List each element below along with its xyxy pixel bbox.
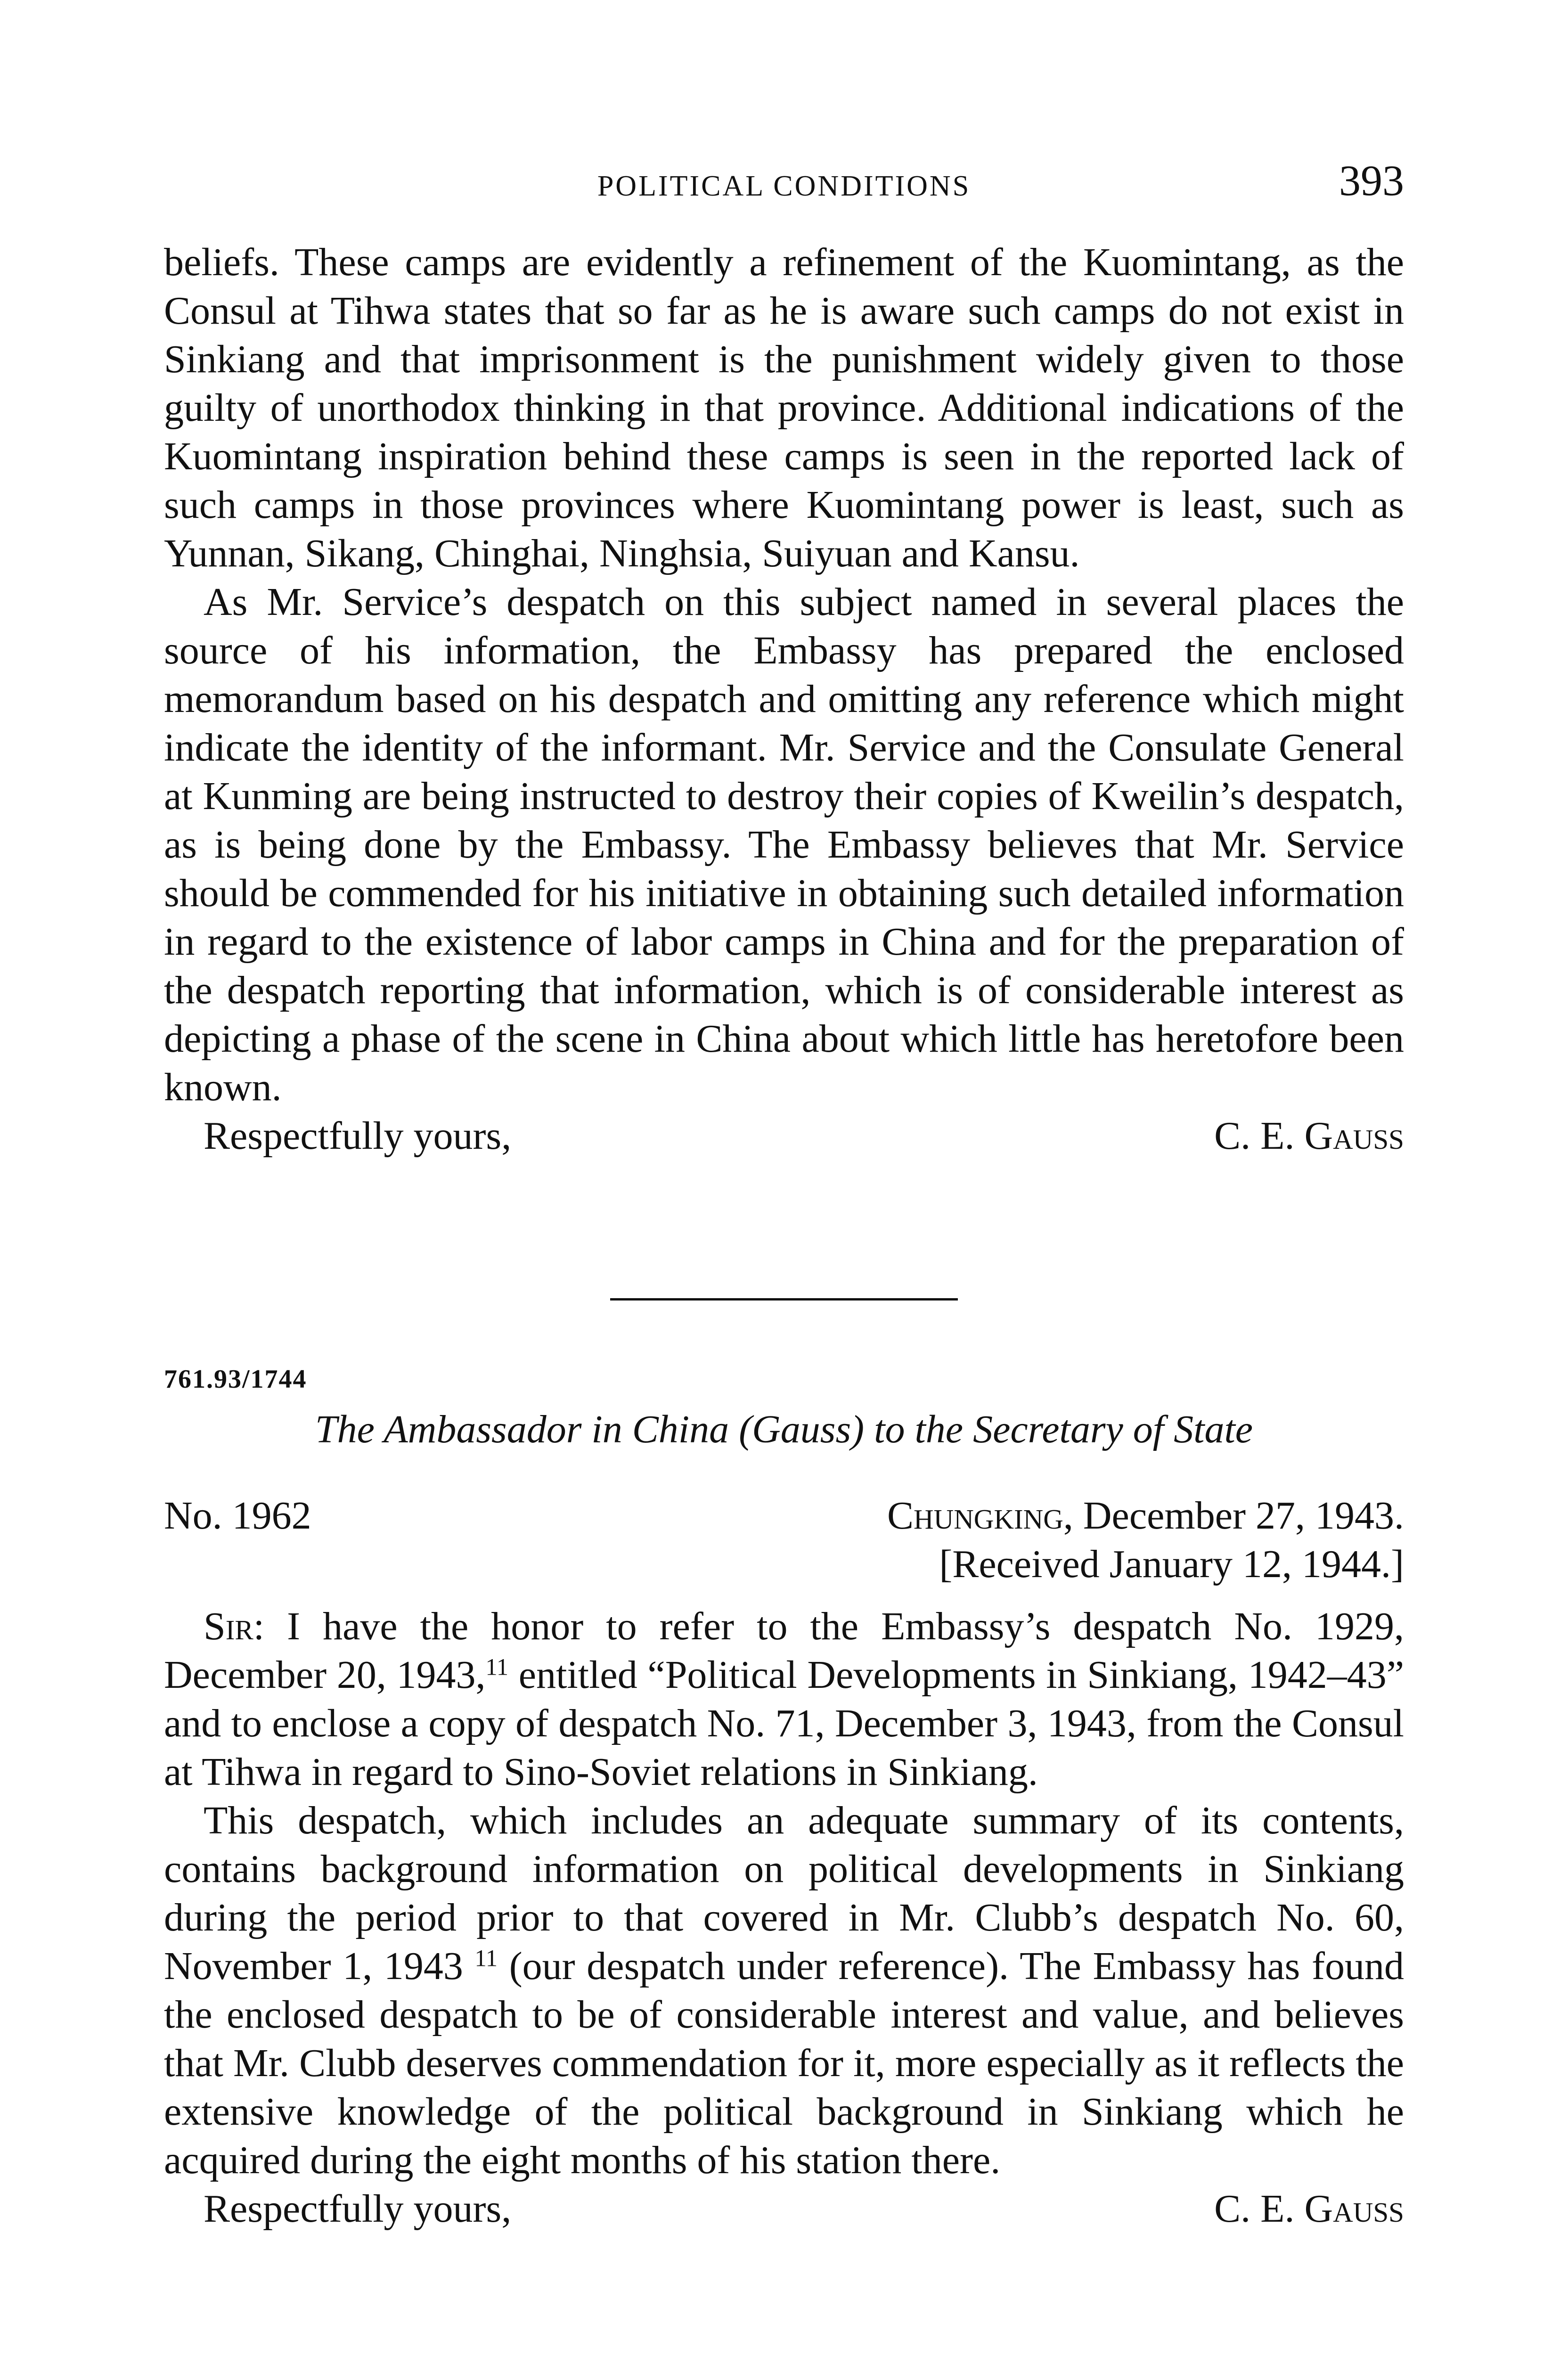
first-letter-body bbox=[164, 238, 1404, 1160]
section-divider bbox=[610, 1298, 958, 1301]
despatch-place: Chungking, bbox=[887, 1494, 1073, 1538]
salutation: Sir: bbox=[204, 1604, 265, 1648]
second-letter-closing: Respectfully yours, bbox=[204, 2187, 512, 2231]
first-letter-paragraph-1: beliefs. These camps are evidently a refinement of the Kuomintang, as the Consul at Tihwa states that so far as he is aware such camps do not exist in Sinkiang and that imprisonment is the punishment widely given to those guilty of unorthodox thinking in that province. Additional indications of the Kuomintang inspiration behind these camps is seen in the reported lack of such camps in those provinces where Kuomintang power is least, such as Yunnan, Sikang, Chinghai, Ninghsia, Suiyuan and Kansu. bbox=[164, 240, 1404, 575]
running-title: POLITICAL CONDITIONS bbox=[597, 170, 971, 202]
first-letter-signature-line bbox=[164, 1112, 1404, 1160]
file-number: 761.93/1744 bbox=[164, 1365, 307, 1394]
second-letter-signature-line bbox=[164, 2184, 1404, 2233]
second-letter-paragraph-2 bbox=[164, 1796, 1404, 2184]
first-letter-signature: C. E. Gauss bbox=[1214, 1114, 1404, 1158]
despatch-place-date bbox=[887, 1491, 1404, 1540]
despatch-date: December 27, 1943. bbox=[1083, 1494, 1404, 1538]
second-letter-signature: C. E. Gauss bbox=[1214, 2187, 1404, 2231]
paragraph-1-part-b: entitled “Political Developments in Sinkiang, 1942–43” and to enclose a copy of despatch No. 71, December 3, 1943, from the Consul at Tihwa in regard to Sino-Soviet relations in Sinkiang. bbox=[164, 1653, 1405, 1794]
running-head bbox=[164, 155, 1404, 207]
second-letter-paragraph-1 bbox=[164, 1602, 1404, 1796]
paragraph-1-part-a: I have the honor to refer to the Embassy’s despatch No. 1929, December 20, 1943, bbox=[164, 1604, 1404, 1697]
footnote-ref: 11 bbox=[474, 1945, 498, 1972]
footnote-ref: 11 bbox=[485, 1653, 509, 1680]
despatch-header bbox=[164, 1491, 1404, 1588]
second-letter-body bbox=[164, 1602, 1404, 2233]
paragraph-2-part-a: This despatch, which includes an adequate summary of its contents, contains background information on political developments in Sinkiang during the period prior to that covered in Mr. Clubb’s despatch No. 60, November 1, 1943 bbox=[164, 1799, 1404, 1988]
despatch-number: No. 1962 bbox=[164, 1494, 311, 1538]
first-letter-closing: Respectfully yours, bbox=[204, 1114, 512, 1158]
page-number: 393 bbox=[1339, 156, 1404, 205]
first-letter-paragraph-2: As Mr. Service’s despatch on this subject named in several places the source of his information, the Embassy has prepared the enclosed memorandum based on his despatch and omitting any reference which might indicate the identity of the informant. Mr. Service and the Consulate General at Kunming are being instructed to destroy their copies of Kweilin’s despatch, as is being done by the Embassy. The Embassy believes that Mr. Service should be commended for his initiative in obtaining such detailed information in regard to the existence of labor camps in China and for the preparation of the despatch reporting that information, which is of considerable interest as depicting a phase of the scene in China about which little has heretofore been known. bbox=[164, 580, 1404, 1109]
document-title: The Ambassador in China (Gauss) to the Secretary of State bbox=[315, 1407, 1253, 1451]
paragraph-2-part-b: (our despatch under reference). The Embassy has found the enclosed despatch to be of considerable interest and value, and believes that Mr. Clubb deserves commendation for it, more especially as it reflects the extensive knowledge of the political background in Sinkiang which he acquired during the eight months of his station there. bbox=[164, 1944, 1405, 2182]
received-date: [Received January 12, 1944.] bbox=[939, 1542, 1404, 1586]
